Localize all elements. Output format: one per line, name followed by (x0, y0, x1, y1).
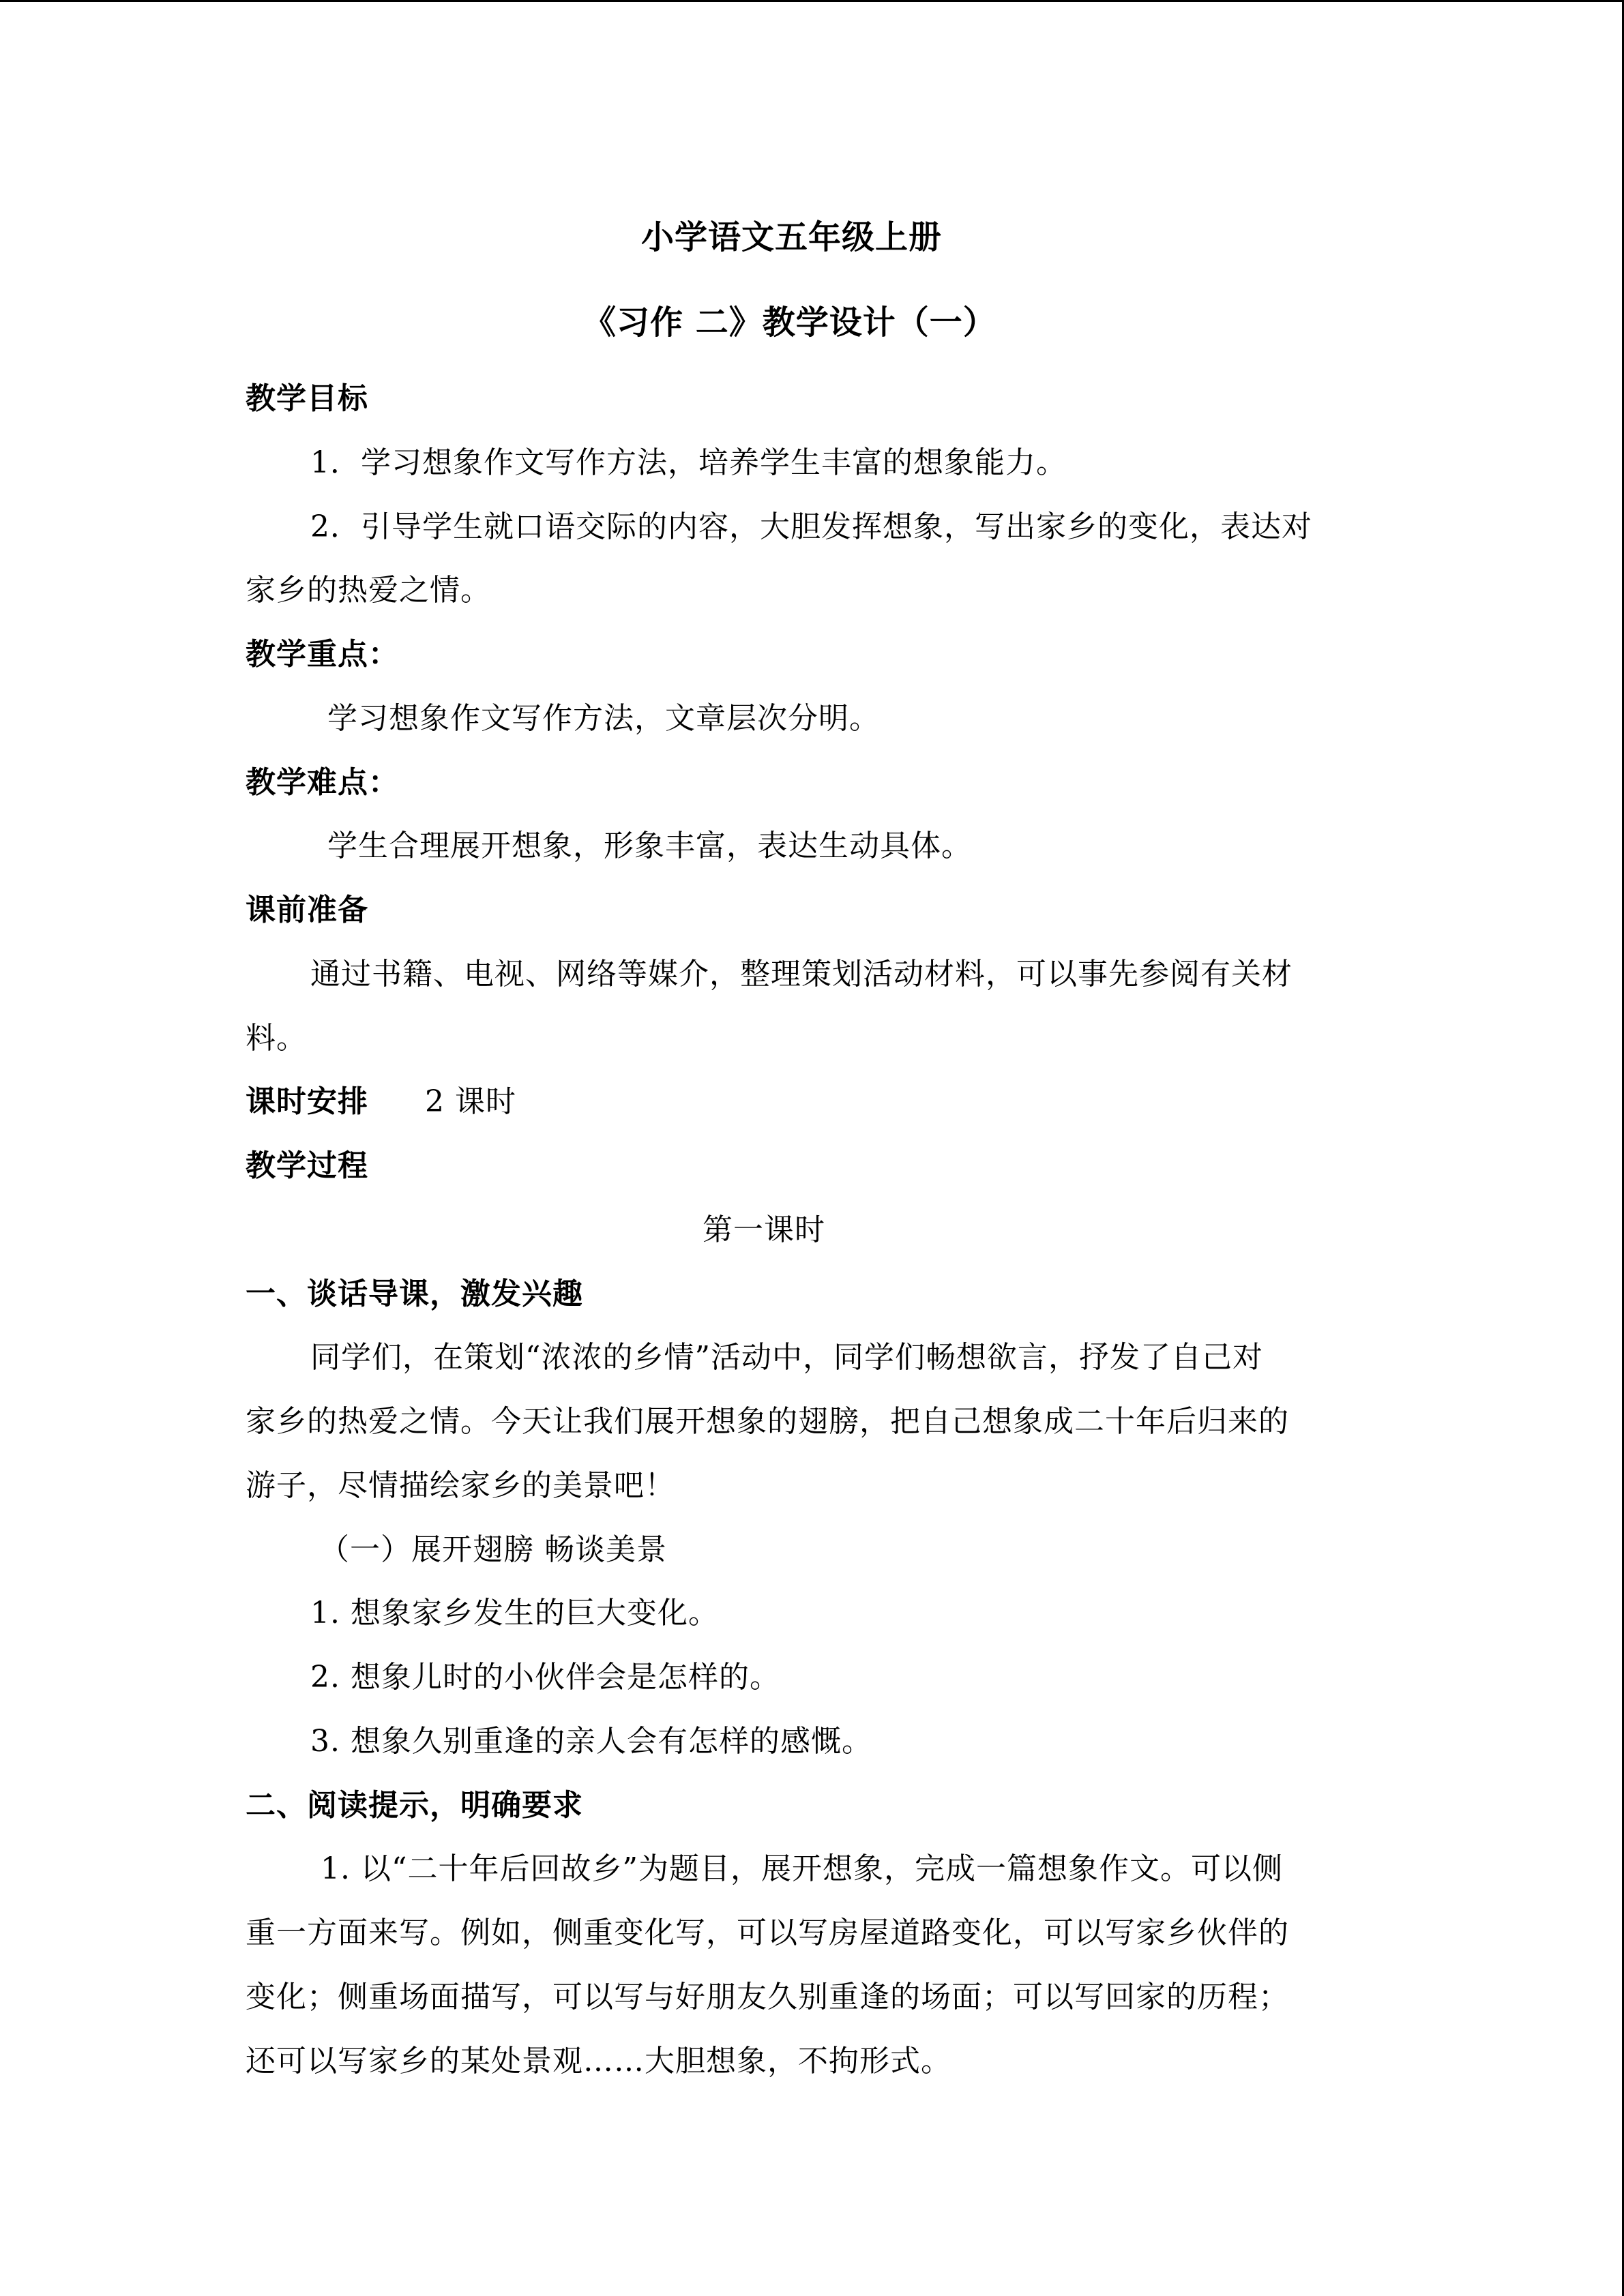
page-border-top (0, 0, 1624, 2)
preparation-line1: 通过书籍、电视、网络等媒介，整理策划活动材料，可以事先参阅有关材 (310, 957, 1293, 992)
section1-item-1: 1. 想象家乡发生的巨大变化。 (310, 1596, 719, 1630)
lesson-label: 第一课时 (703, 1212, 825, 1247)
section1-item-3: 3. 想象久别重逢的亲人会有怎样的感慨。 (310, 1724, 872, 1759)
schedule-value: 2 课时 (425, 1084, 516, 1119)
doc-title-line2: 《习作 二》教学设计（一） (583, 303, 996, 342)
objective-item-2-line1: 2．引导学生就口语交际的内容，大胆发挥想象，写出家乡的变化，表达对 (310, 509, 1312, 544)
objectives-heading: 教学目标 (246, 381, 368, 416)
difficulties-heading: 教学难点： (246, 765, 399, 800)
process-heading: 教学过程 (246, 1148, 368, 1183)
section2-para-line2: 重一方面来写。例如，侧重变化写，可以写房屋道路变化，可以写家乡伙伴的 (246, 1915, 1289, 1950)
section2-heading: 二、阅读提示，明确要求 (246, 1788, 583, 1823)
section1-para-line1: 同学们，在策划“浓浓的乡情”活动中，同学们畅想欲言，抒发了自己对 (310, 1340, 1263, 1375)
section2-para-line3: 变化；侧重场面描写，可以写与好朋友久别重逢的场面；可以写回家的历程； (246, 1980, 1289, 2014)
key-points-heading: 教学重点： (246, 637, 399, 672)
schedule-heading: 课时安排 (246, 1084, 368, 1119)
section1-item-2: 2. 想象儿时的小伙伴会是怎样的。 (310, 1660, 780, 1695)
section1-sub-heading: （一）展开翅膀 畅谈美景 (319, 1532, 667, 1567)
section1-heading: 一、谈话导课，激发兴趣 (246, 1277, 583, 1311)
section1-para-line2: 家乡的热爱之情。今天让我们展开想象的翅膀，把自己想象成二十年后归来的 (246, 1404, 1289, 1439)
section1-para-line3: 游子，尽情描绘家乡的美景吧！ (246, 1468, 675, 1503)
preparation-line2: 料。 (246, 1021, 307, 1056)
difficulties-text: 学生合理展开想象，形象丰富，表达生动具体。 (327, 829, 972, 863)
key-points-text: 学习想象作文写作方法，文章层次分明。 (327, 701, 880, 736)
preparation-heading: 课前准备 (246, 893, 368, 927)
objective-item-2-line2: 家乡的热爱之情。 (246, 573, 491, 608)
section2-para-line1: 1. 以“二十年后回故乡”为题目，展开想象，完成一篇想象作文。可以侧 (321, 1851, 1283, 1886)
section2-para-line4: 还可以写家乡的某处景观……大胆想象，不拘形式。 (246, 2044, 951, 2078)
doc-title-line1: 小学语文五年级上册 (641, 218, 943, 256)
objective-item-1: 1．学习想象作文写作方法，培养学生丰富的想象能力。 (310, 445, 1067, 480)
